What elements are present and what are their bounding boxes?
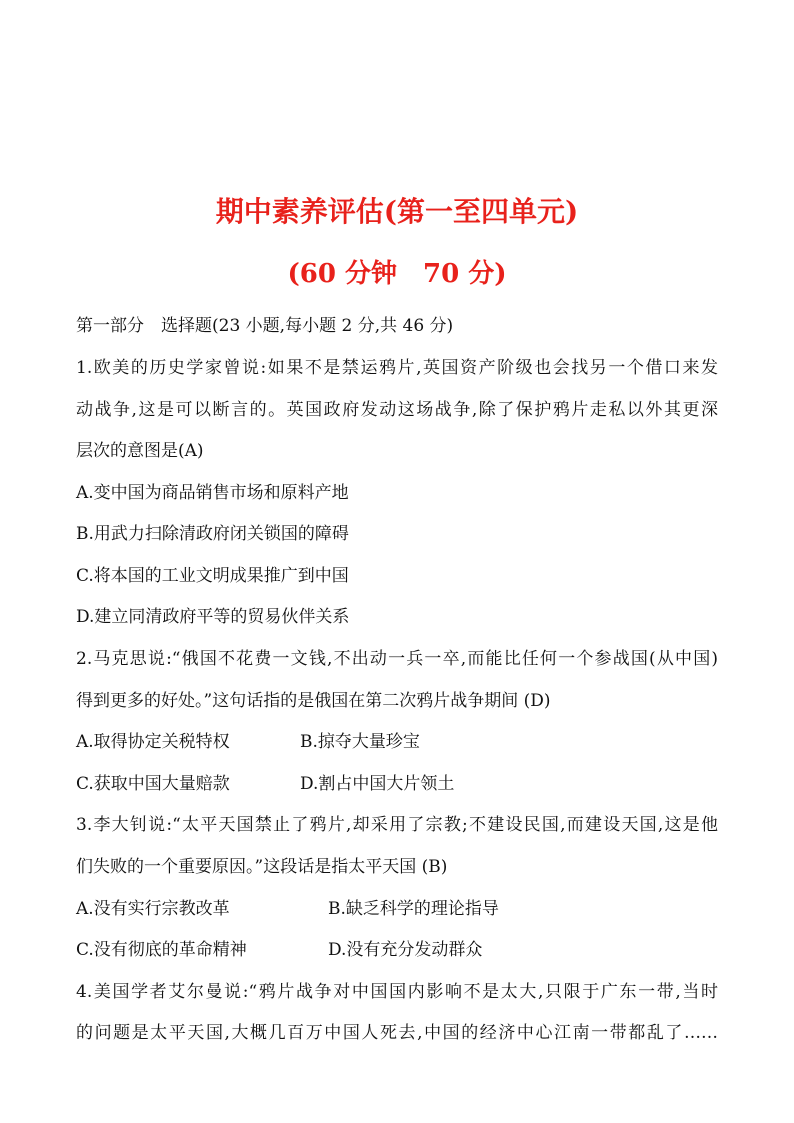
question-1-option-d: D.建立同清政府平等的贸易伙伴关系 [76,607,350,627]
question-1-option-a: A.变中国为商品销售市场和原料产地 [76,483,349,503]
question-1-line-1: 1.欧美的历史学家曾说:如果不是禁运鸦片,英国资产阶级也会找另一个借口来发 [76,358,718,378]
question-1-option-b: B.用武力扫除清政府闭关锁国的障碍 [76,524,349,544]
question-4-line-1: 4.美国学者艾尔曼说:“鸦片战争对中国国内影响不是太大,只限于广东一带,当时 [76,982,718,1002]
question-2-line-2: 得到更多的好处。”这句话指的是俄国在第二次鸦片战争期间 (D) [76,691,551,711]
question-3-option-d: D.没有充分发动群众 [328,940,483,960]
exam-title: 期中素养评估(第一至四单元) [215,195,579,228]
question-2-option-b: B.掠夺大量珍宝 [300,732,420,752]
question-2-option-c: C.获取中国大量赔款 [76,774,230,794]
exam-duration-score: (60 分钟 70 分) [287,259,507,289]
question-2-option-a: A.取得协定关税特权 [76,732,230,752]
question-2-option-d: D.割占中国大片领土 [300,774,455,794]
question-4-line-2: 的问题是太平天国,大概几百万中国人死去,中国的经济中心江南一带都乱了…… [76,1023,718,1043]
question-3-option-c: C.没有彻底的革命精神 [76,940,247,960]
section-heading: 第一部分 选择题(23 小题,每小题 2 分,共 46 分) [76,316,454,336]
question-3-option-a: A.没有实行宗教改革 [76,899,230,919]
question-3-line-1: 3.李大钊说:“太平天国禁止了鸦片,却采用了宗教;不建设民国,而建设天国,这是他 [76,815,718,835]
question-2-line-1: 2.马克思说:“俄国不花费一文钱,不出动一兵一卒,而能比任何一个参战国(从中国) [76,649,718,669]
question-3-line-2: 们失败的一个重要原因。”这段话是指太平天国 (B) [76,857,448,877]
question-3-option-b: B.缺乏科学的理论指导 [328,899,499,919]
question-1-option-c: C.将本国的工业文明成果推广到中国 [76,566,349,586]
question-1-line-3: 层次的意图是(A) [76,441,204,461]
question-1-line-2: 动战争,这是可以断言的。英国政府发动这场战争,除了保护鸦片走私以外其更深 [76,400,718,420]
